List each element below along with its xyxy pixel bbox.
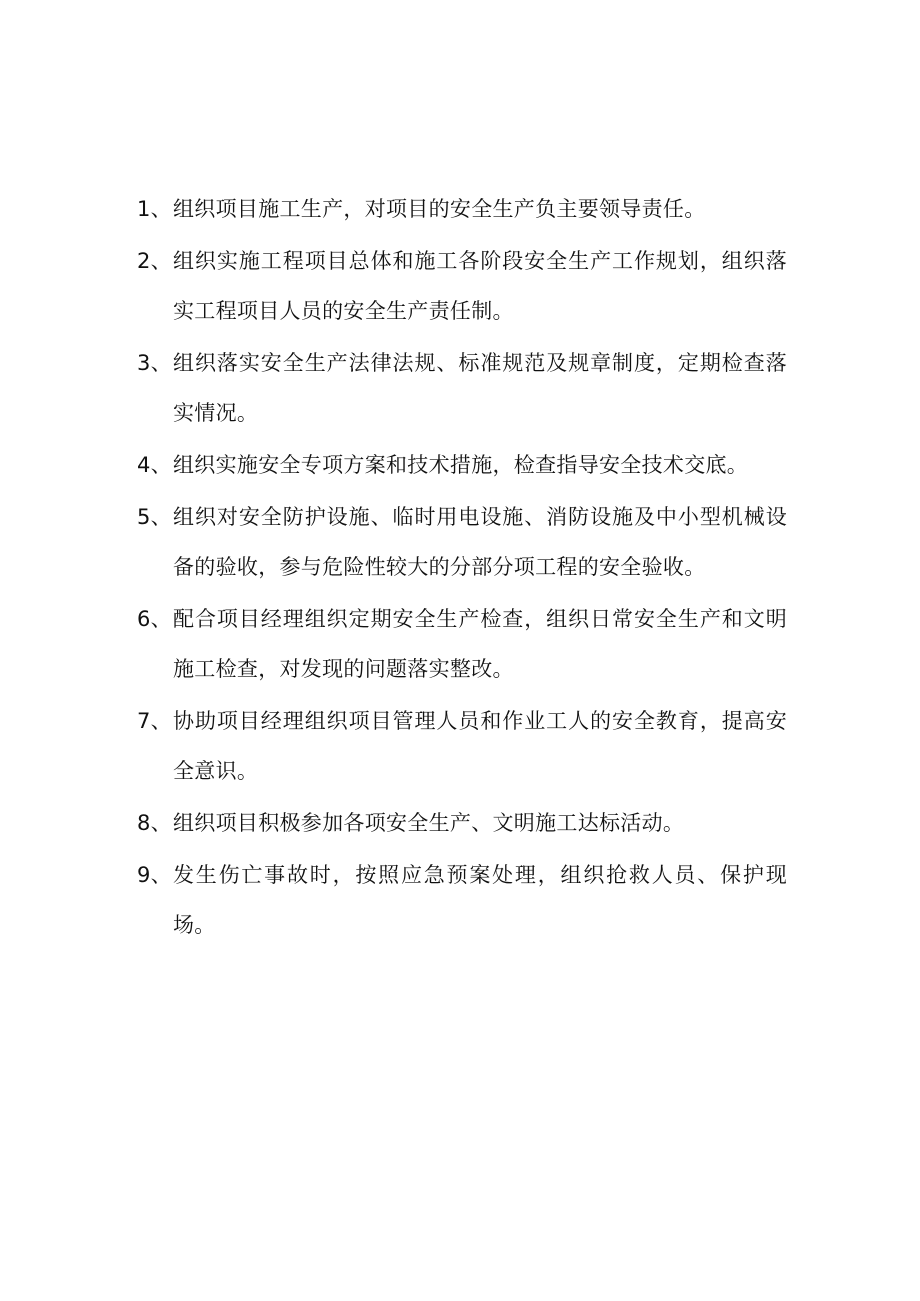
item-text: 配合项目经理组织定期安全生产检查，组织日常安全生产和文明施工检查，对发现的问题落实整改。	[173, 607, 787, 681]
list-item	[137, 440, 787, 490]
item-text: 组织项目积极参加各项安全生产、文明施工达标活动。	[173, 811, 685, 835]
item-number: 7、	[137, 709, 172, 733]
item-text: 组织项目施工生产，对项目的安全生产负主要领导责任。	[173, 197, 706, 221]
item-text: 组织实施安全专项方案和技术措施，检查指导安全技术交底。	[173, 453, 749, 477]
item-number: 5、	[137, 505, 172, 529]
item-text: 协助项目经理组织项目管理人员和作业工人的安全教育，提高安全意识。	[173, 709, 787, 783]
item-text: 组织对安全防护设施、临时用电设施、消防设施及中小型机械设备的验收，参与危险性较大的分部分项工程的安全验收。	[173, 505, 787, 579]
item-number: 3、	[137, 351, 172, 375]
item-number: 1、	[137, 197, 172, 221]
list-item	[137, 850, 787, 950]
item-number: 6、	[137, 607, 172, 631]
item-number: 2、	[137, 249, 172, 273]
list-item	[137, 594, 787, 694]
list-item	[137, 184, 787, 234]
item-text: 发生伤亡事故时，按照应急预案处理，组织抢救人员、保护现场。	[173, 863, 787, 937]
list-item	[137, 798, 787, 848]
responsibility-list	[137, 184, 787, 950]
item-number: 9、	[137, 863, 172, 887]
list-item	[137, 492, 787, 592]
item-text: 组织实施工程项目总体和施工各阶段安全生产工作规划，组织落实工程项目人员的安全生产责任制。	[173, 249, 787, 323]
list-item	[137, 696, 787, 796]
item-number: 4、	[137, 453, 172, 477]
list-item	[137, 236, 787, 336]
item-number: 8、	[137, 811, 172, 835]
item-text: 组织落实安全生产法律法规、标准规范及规章制度，定期检查落实情况。	[173, 351, 787, 425]
list-item	[137, 338, 787, 438]
